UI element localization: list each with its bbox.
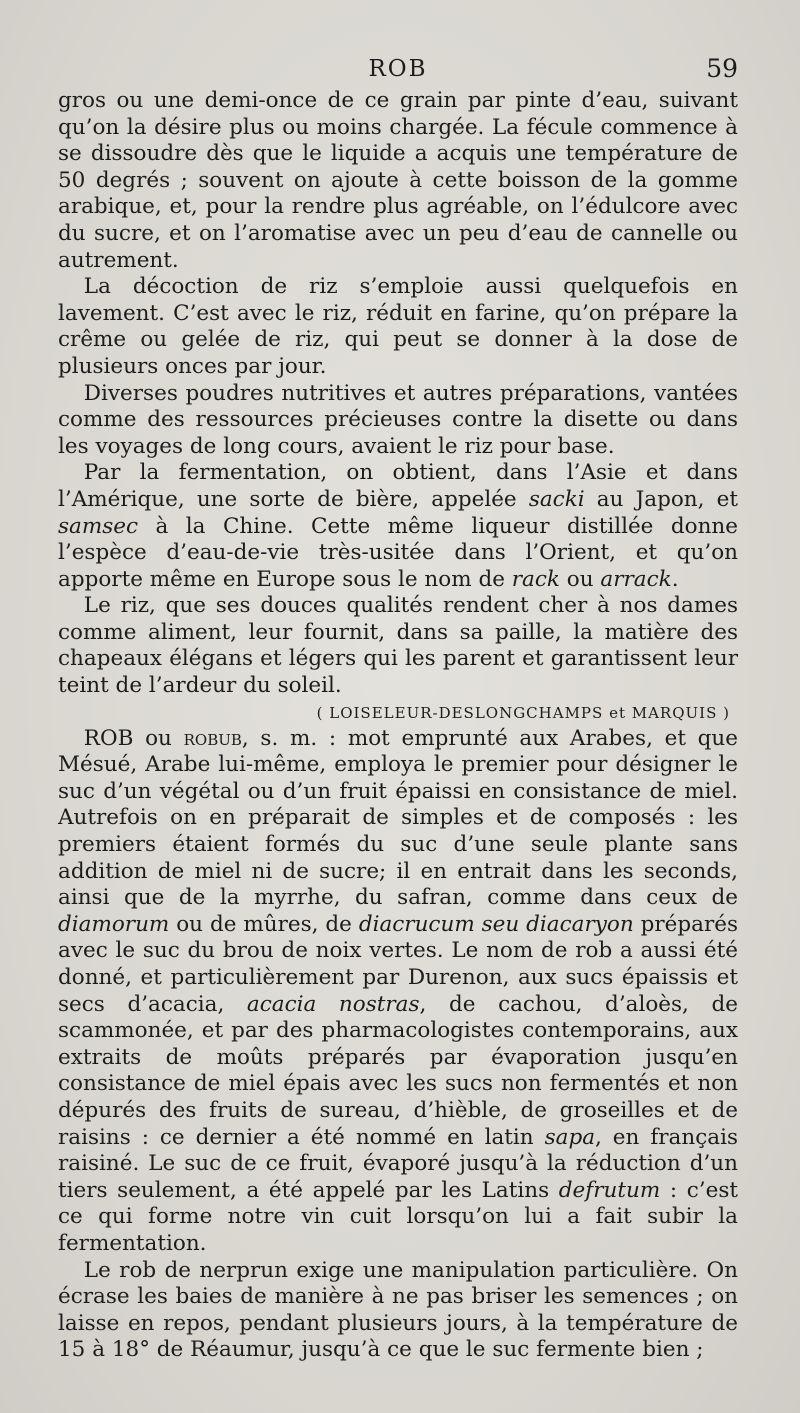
text-run: , en français raisiné. Le suc de ce fruit, évaporé jusqu’à la réduction d’un tiers seulement, a été appelé par les Latins: [58, 1124, 738, 1203]
text-run: préparés avec le suc du brou de noix vertes. Le nom de rob a aussi été donné, et particulièrement par Durenon, aux sucs épaissis et secs d’acacia,: [58, 911, 739, 1017]
italic-term: defrutum: [558, 1177, 661, 1203]
paragraph: [58, 1258, 738, 1364]
author-signature: ( LOISELEUR-DESLONGCHAMPS et MARQUIS ): [316, 703, 730, 722]
italic-term: diacrucum seu diacaryon: [358, 911, 634, 937]
italic-term: sapa: [544, 1124, 596, 1150]
text-run: La décoction de riz s’emploie aussi quelquefois en lavement. C’est avec le riz, réduit en farine, qu’on prépare la crême ou gelée de riz, qui peut se donner à la dose de plusieurs onces par jour.: [58, 274, 738, 379]
running-head: [58, 52, 738, 88]
italic-term: arrack: [600, 566, 672, 592]
paragraph: [58, 381, 738, 461]
text-run: .: [671, 566, 679, 592]
paragraph: [58, 88, 738, 274]
text-run: ou de mûres, de: [169, 911, 359, 937]
page-number: 59: [706, 54, 738, 83]
text-run: ROB ou: [83, 725, 184, 751]
italic-term: samsec: [58, 513, 139, 539]
text-run: Diverses poudres nutritives et autres préparations, vantées comme des ressources précieuses contre la disette ou dans les voyages de long cours, avaient le riz pour base.: [58, 380, 738, 459]
text-run: Le riz, que ses douces qualités rendent cher à nos dames comme aliment, leur fournit, dans sa paille, la matière des chapeaux élégans et légers qui les parent et garantissent leur teint de l’ardeur du soleil.: [58, 593, 738, 699]
italic-term: acacia nostras: [246, 991, 420, 1017]
text-run: au Japon, et: [584, 486, 738, 512]
italic-term: sacki: [528, 486, 585, 512]
text-run: Par la fermentation, on obtient, dans l’Asie et dans l’Amérique, une sorte de bière, appelée: [58, 460, 738, 512]
text-run: ou: [559, 566, 601, 592]
italic-term: diamorum: [58, 911, 170, 937]
paragraph: [58, 593, 738, 699]
text-run: : c’est ce qui forme notre vin cuit lorsqu’on lui a fait subir la fermentation.: [58, 1177, 739, 1256]
text-run: Le rob de nerprun exige une manipulation particulière. On écrase les baies de manière à ne pas briser les semences ; on laisse en repos, pendant plusieurs jours, à la température de 15 à 18° de Réaumur, jusqu’à ce que le suc fermente bien ;: [58, 1257, 738, 1363]
text-run: à la Chine. Cette même liqueur distillée donne l’espèce d’eau-de-vie très-usitée dans l’Orient, et qu’on apporte même en Europe sous le nom de: [58, 513, 738, 592]
text-run: , s. m. : mot emprunté aux Arabes, et que Mésué, Arabe lui-même, employa le premier pour désigner le suc d’un végétal ou d’un fruit épaissi en consistance de miel. Autrefois on en préparait de simples et de composés : les premiers étaient formés du suc d’une seule plante sans addition de miel ni de sucre; il en entrait dans les seconds, ainsi que de la myrrhe, du safran, comme dans ceux de: [58, 725, 738, 911]
italic-term: rack: [511, 566, 560, 592]
body-text: [58, 88, 738, 1364]
paragraph: [58, 726, 738, 1258]
paragraph: [58, 460, 738, 593]
small-caps-term: robub: [183, 725, 242, 751]
text-run: gros ou une demi-once de ce grain par pinte d’eau, suivant qu’on la désire plus ou moins chargée. La fécule commence à se dissoudre dès que le liquide a acquis une température de 50 degrés ; souvent on ajoute à cette boisson de la gomme arabique, et, pour la rendre plus agréable, on l’édulcore avec du sucre, et on l’aromatise avec un peu d’eau de cannelle ou autrement.: [58, 88, 738, 273]
text-run: , de cachou, d’aloès, de scammonée, et par des pharmacologistes contemporains, aux extraits de moûts préparés par évaporation jusqu’en consistance de miel épais avec les sucs non fermentés et non dépurés des fruits de sureau, d’hièble, de groseilles et de raisins : ce dernier a été nommé en latin: [58, 991, 738, 1150]
running-head-title: ROB: [368, 56, 428, 82]
paragraph: [58, 274, 738, 380]
